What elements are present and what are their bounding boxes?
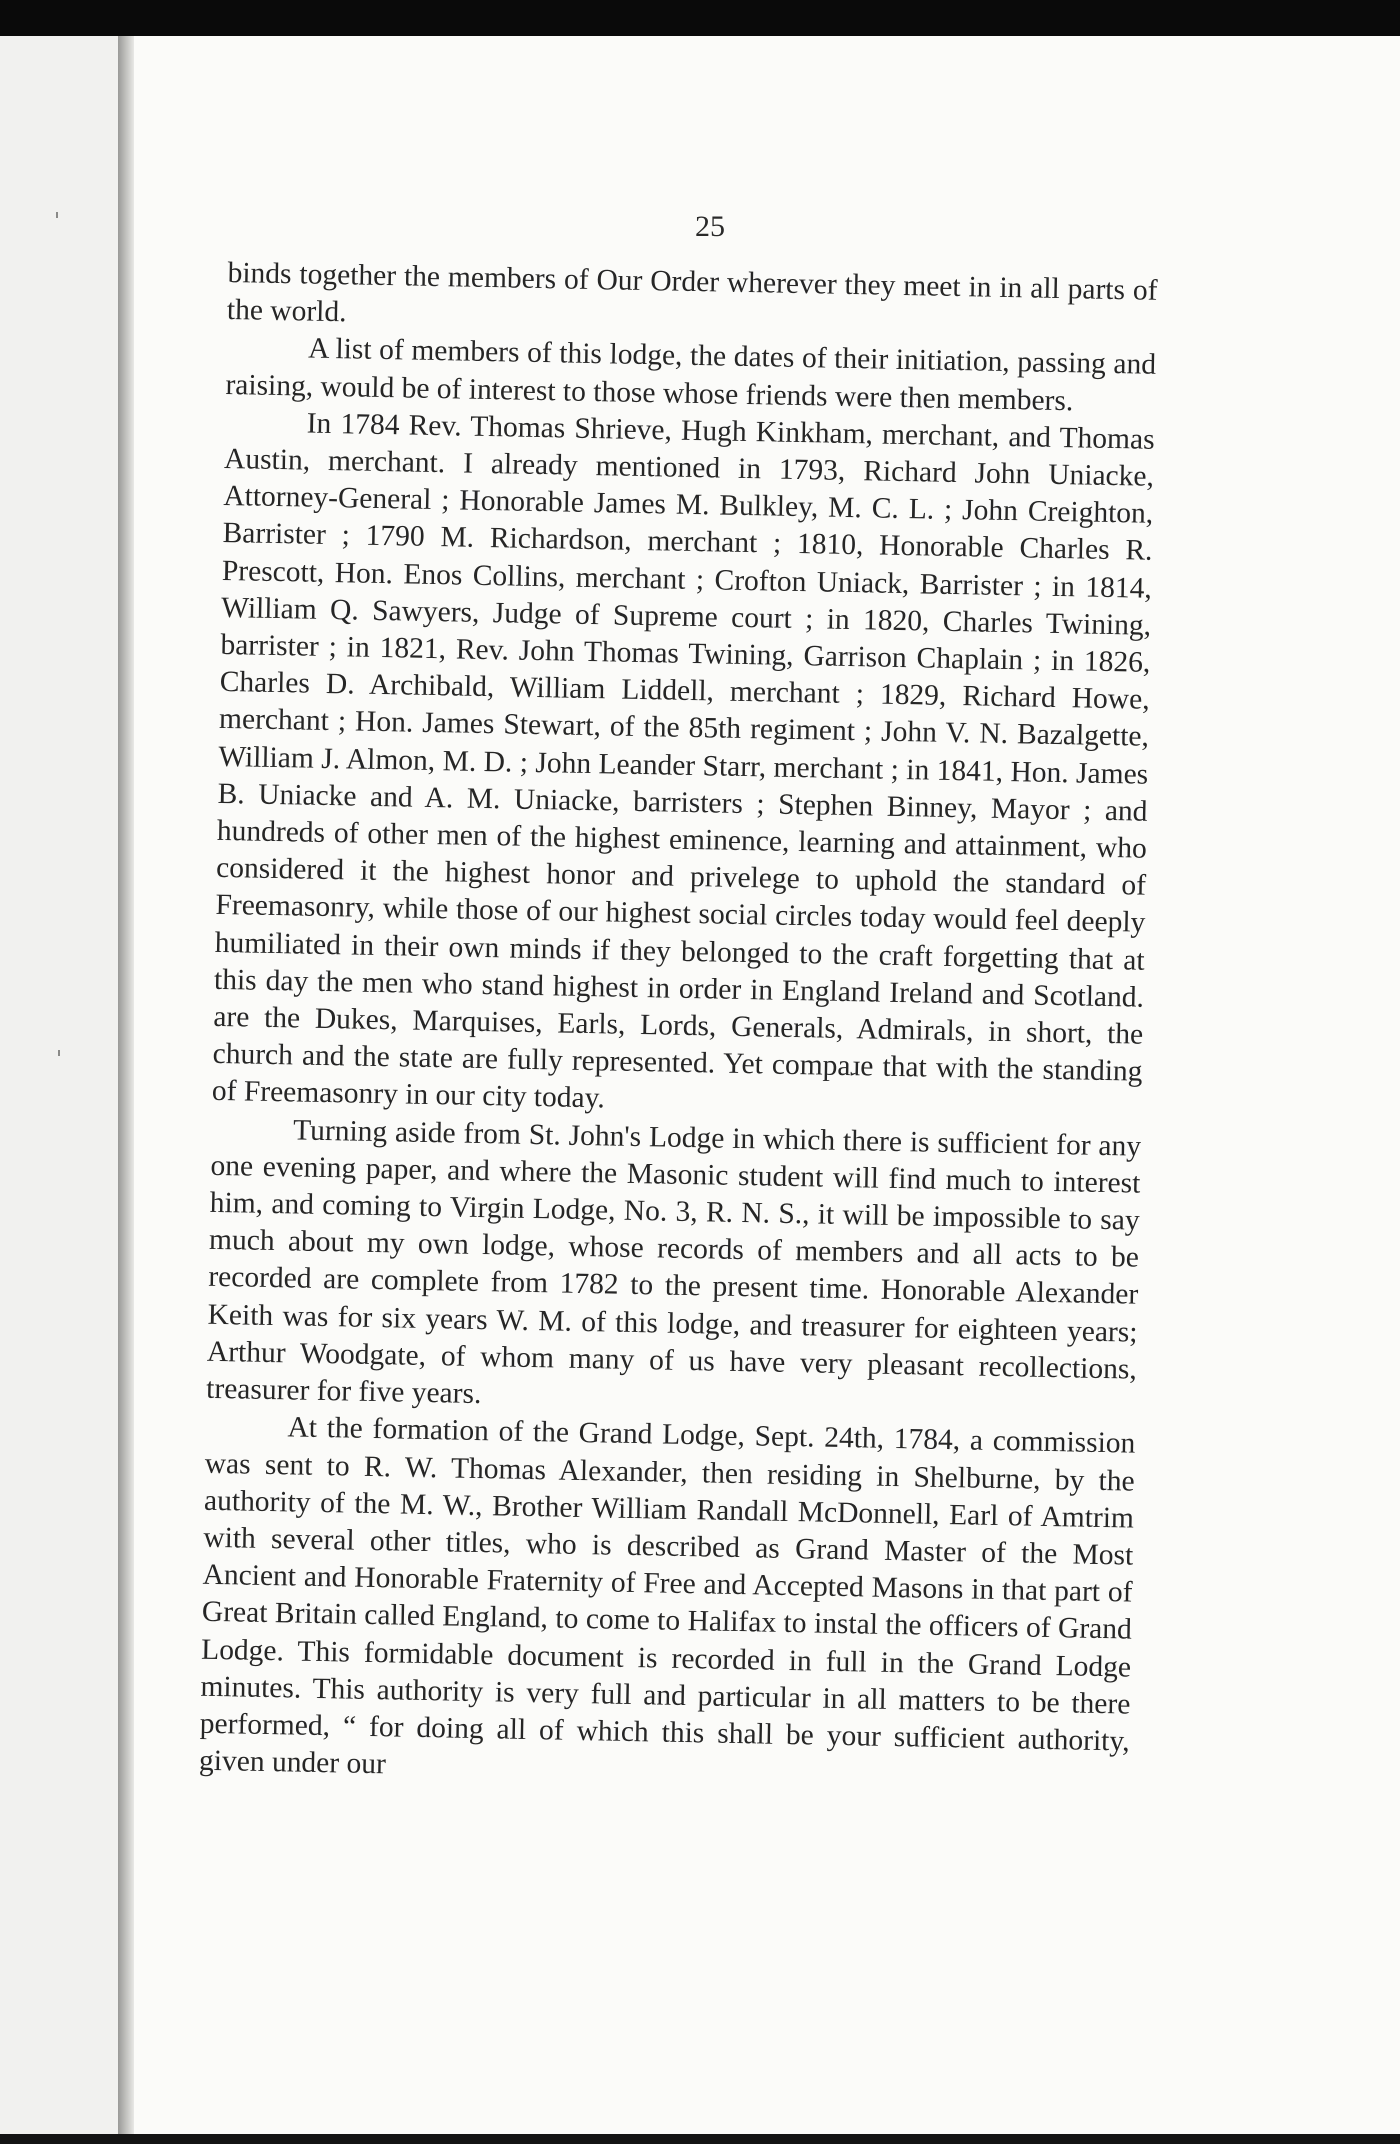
body-text: [199, 255, 1158, 1798]
paragraph: A list of members of this lodge, the dates of their initiation, passing and raising, would be of interest to those whose friends were then members.: [225, 332, 1157, 417]
page-number: 25: [695, 210, 725, 243]
paragraph: In 1784 Rev. Thomas Shrieve, Hugh Kinkham, merchant, and Thomas Austin, merchant. I already mentioned in 1793, Richard John Uniacke, Attorney-General ; Honorable James M. Bulkley, M. C. L. ; John Creighton, Barrister ; 1790 M. Richardson, merchant ; 1810, Honorable Charles R. Prescott, Hon. Enos Collins, merchant ; Crofton Uniack, Barrister ; in 1814, William Q. Sawyers, Judge of Supreme court ; in 1820, Charles Twining, barrister ; in 1821, Rev. John Thomas Twining, Garrison Chaplain ; in 1826, Charles D. Archibald, William Liddell, merchant ; 1829, Richard Howe, merchant ; Hon. James Stewart, of the 85th regiment ; John V. N. Bazalgette, William J. Almon, M. D. ; John Leander Starr, merchant ; in 1841, Hon. James B. Uniacke and A. M. Uniacke, barristers ; Stephen Binney, Mayor ; and hundreds of other men of the highest eminence, learning and attainment, who considered it the highest honor and privelege to uphold the standard of Freemasonry, while those of our highest social circles today would feel deeply humiliated in their own minds if they belonged to the craft forgetting that at this day the men who stand highest in order in England Ireland and Scotland. are the Dukes, Marquises, Earls, Lords, Generals, Admirals, in short, the church and the state are fully represented. Yet compaɹe that with the standing of Freemasonry in our city today.: [211, 407, 1155, 1115]
paragraph: binds together the members of Our Order wherever they meet in in all parts of the world.: [226, 256, 1158, 329]
paragraph: Turning aside from St. John's Lodge in which there is sufficient for any one evening paper, and where the Masonic student will find much to interest him, and coming to Virgin Lodge, No. 3, R. N. S., it will be impossible to say much about my own lodge, whose records of members and all acts to be recorded are complete from 1782 to the present time. Honorable Alexander Keith was for six years W. M. of this lodge, and treasurer for eighteen years; Arthur Woodgate, of whom many of us have very pleasant recollections, treasurer for five years.: [205, 1114, 1142, 1411]
paragraph: At the formation of the Grand Lodge, Sept. 24th, 1784, a commission was sent to R. W. Thomas Alexander, then residing in Shelburne, by the authority of the M. W., Brother William Randall McDonnell, Earl of Amtrim with several other titles, who is described as Grand Master of the Most Ancient and Honorable Fraternity of Free and Accepted Masons in that part of Great Britain called England, to come to Halifax to instal the officers of Grand Lodge. This formidable document is recorded in full in the Grand Lodge minutes. This authority is very full and particular in all matters to be there performed, “ for doing all of which this shall be your sufficient authority, given under our: [198, 1411, 1136, 1781]
book-spine-shadow: [118, 36, 134, 2134]
left-page-margin: [0, 36, 118, 2134]
scan-speck: [58, 1050, 60, 1056]
scan-border-top: [0, 0, 1400, 36]
scan-border-bottom: [0, 2134, 1400, 2144]
